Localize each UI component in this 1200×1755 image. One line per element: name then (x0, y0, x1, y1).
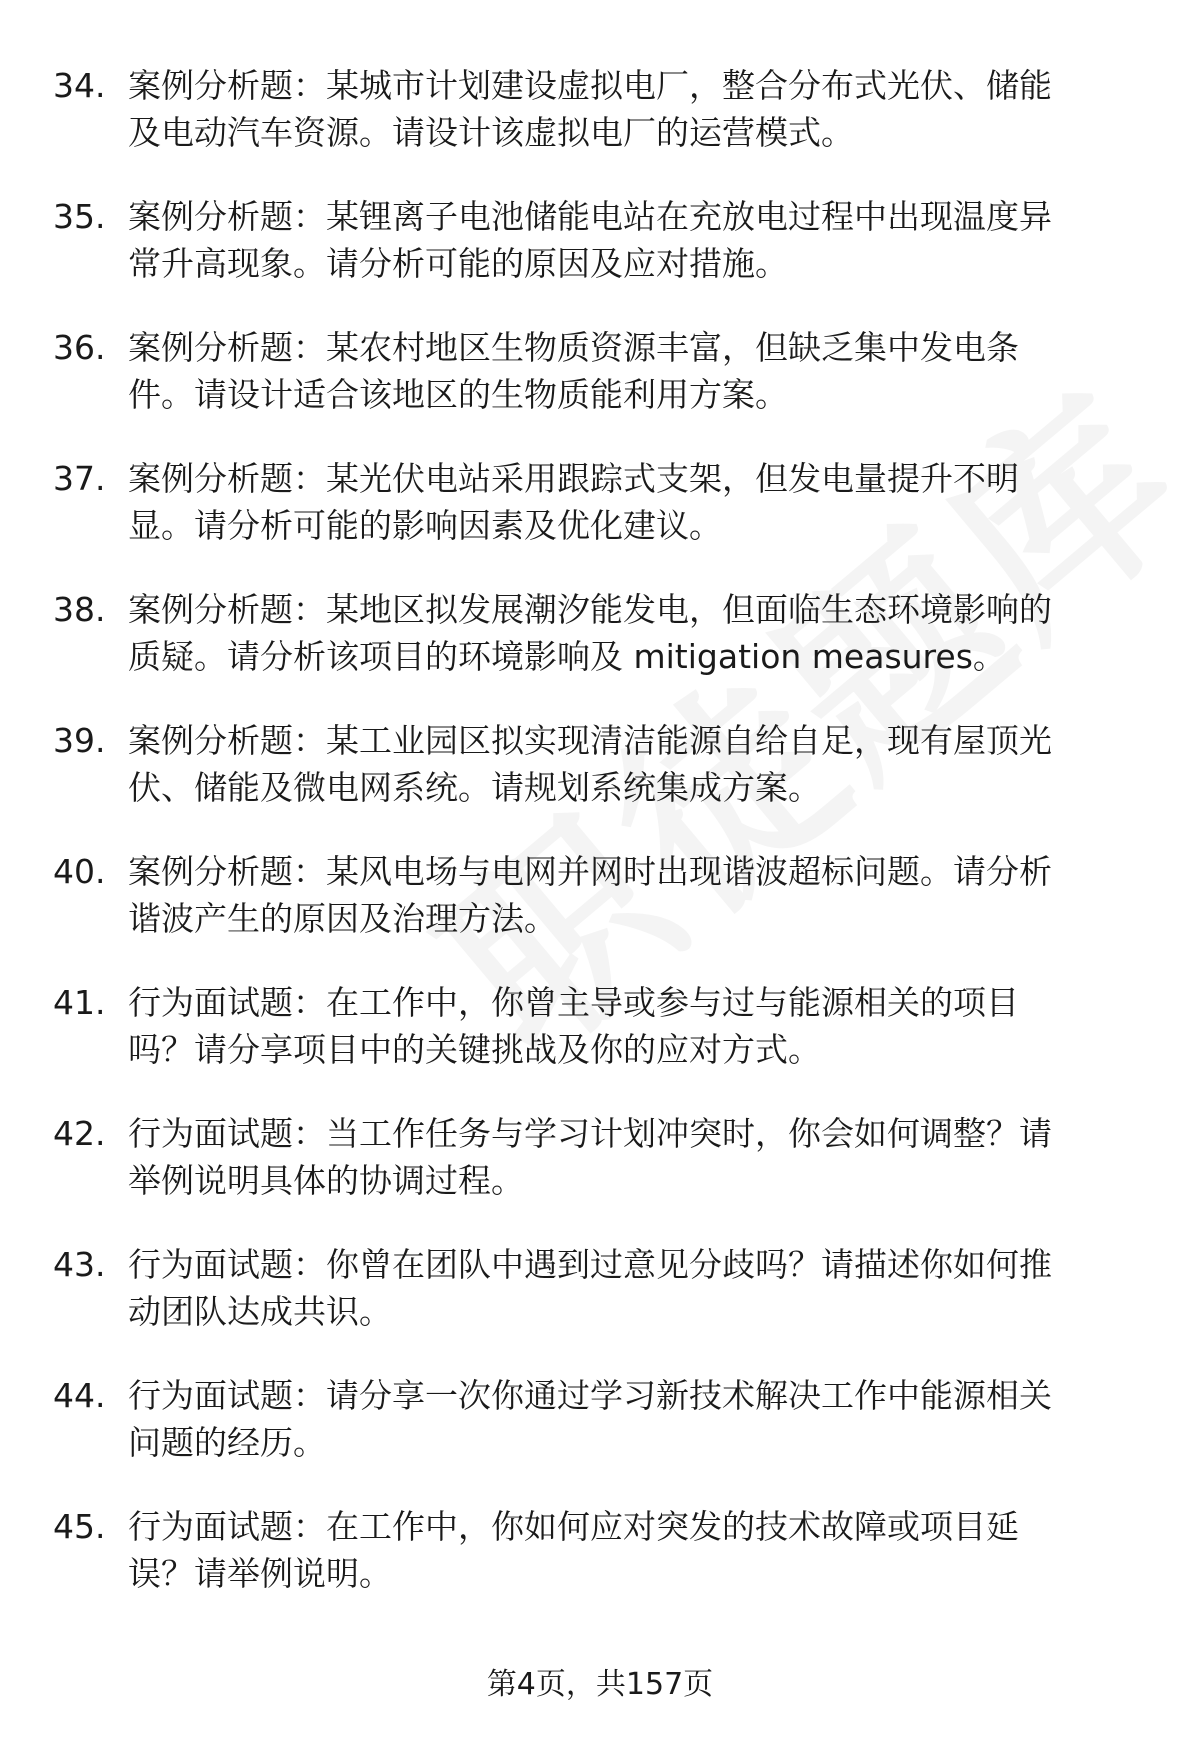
question-number: 36. (53, 328, 106, 367)
question-text: 案例分析题：某地区拟发展潮汐能发电，但面临生态环境影响的 质疑。请分析该项目的环境影响及 mitigation measures。 (128, 590, 1052, 676)
question-item (0, 717, 1200, 848)
question-item (0, 1241, 1200, 1372)
page-footer: 第4页，共157页 (486, 1667, 714, 1702)
question-item (0, 1372, 1200, 1503)
question-number: 44. (53, 1376, 106, 1415)
question-item (0, 324, 1200, 455)
question-text: 行为面试题：请分享一次你通过学习新技术解决工作中能源相关 问题的经历。 (128, 1376, 1052, 1462)
question-text: 行为面试题：当工作任务与学习计划冲突时，你会如何调整？请 举例说明具体的协调过程。 (128, 1114, 1052, 1200)
question-item (0, 848, 1200, 979)
question-number: 45. (53, 1507, 106, 1546)
question-text: 案例分析题：某农村地区生物质资源丰富，但缺乏集中发电条 件。请设计适合该地区的生物质能利用方案。 (128, 328, 1019, 414)
question-number: 34. (53, 66, 106, 105)
question-item (0, 1503, 1200, 1634)
question-number: 37. (53, 459, 106, 498)
question-text: 案例分析题：某光伏电站采用跟踪式支架，但发电量提升不明 显。请分析可能的影响因素及优化建议。 (128, 459, 1019, 545)
question-item (0, 455, 1200, 586)
question-number: 41. (53, 983, 106, 1022)
question-text: 案例分析题：某工业园区拟实现清洁能源自给自足，现有屋顶光 伏、储能及微电网系统。请规划系统集成方案。 (128, 721, 1052, 807)
question-text: 行为面试题：在工作中，你如何应对突发的技术故障或项目延 误？请举例说明。 (128, 1507, 1019, 1593)
question-number: 38. (53, 590, 106, 629)
question-text: 案例分析题：某城市计划建设虚拟电厂，整合分布式光伏、储能 及电动汽车资源。请设计该虚拟电厂的运营模式。 (128, 66, 1052, 152)
question-text: 行为面试题：在工作中，你曾主导或参与过与能源相关的项目 吗？请分享项目中的关键挑战及你的应对方式。 (128, 983, 1019, 1069)
question-text: 案例分析题：某锂离子电池储能电站在充放电过程中出现温度异 常升高现象。请分析可能的原因及应对措施。 (128, 197, 1052, 283)
question-item (0, 979, 1200, 1110)
question-item (0, 1110, 1200, 1241)
question-list (0, 62, 1200, 1634)
question-item (0, 586, 1200, 717)
question-number: 42. (53, 1114, 106, 1153)
question-text: 行为面试题：你曾在团队中遇到过意见分歧吗？请描述你如何推 动团队达成共识。 (128, 1245, 1052, 1331)
question-number: 43. (53, 1245, 106, 1284)
question-item (0, 62, 1200, 193)
question-number: 40. (53, 852, 106, 891)
question-item (0, 193, 1200, 324)
question-text: 案例分析题：某风电场与电网并网时出现谐波超标问题。请分析 谐波产生的原因及治理方法。 (128, 852, 1052, 938)
question-number: 35. (53, 197, 106, 236)
question-number: 39. (53, 721, 106, 760)
